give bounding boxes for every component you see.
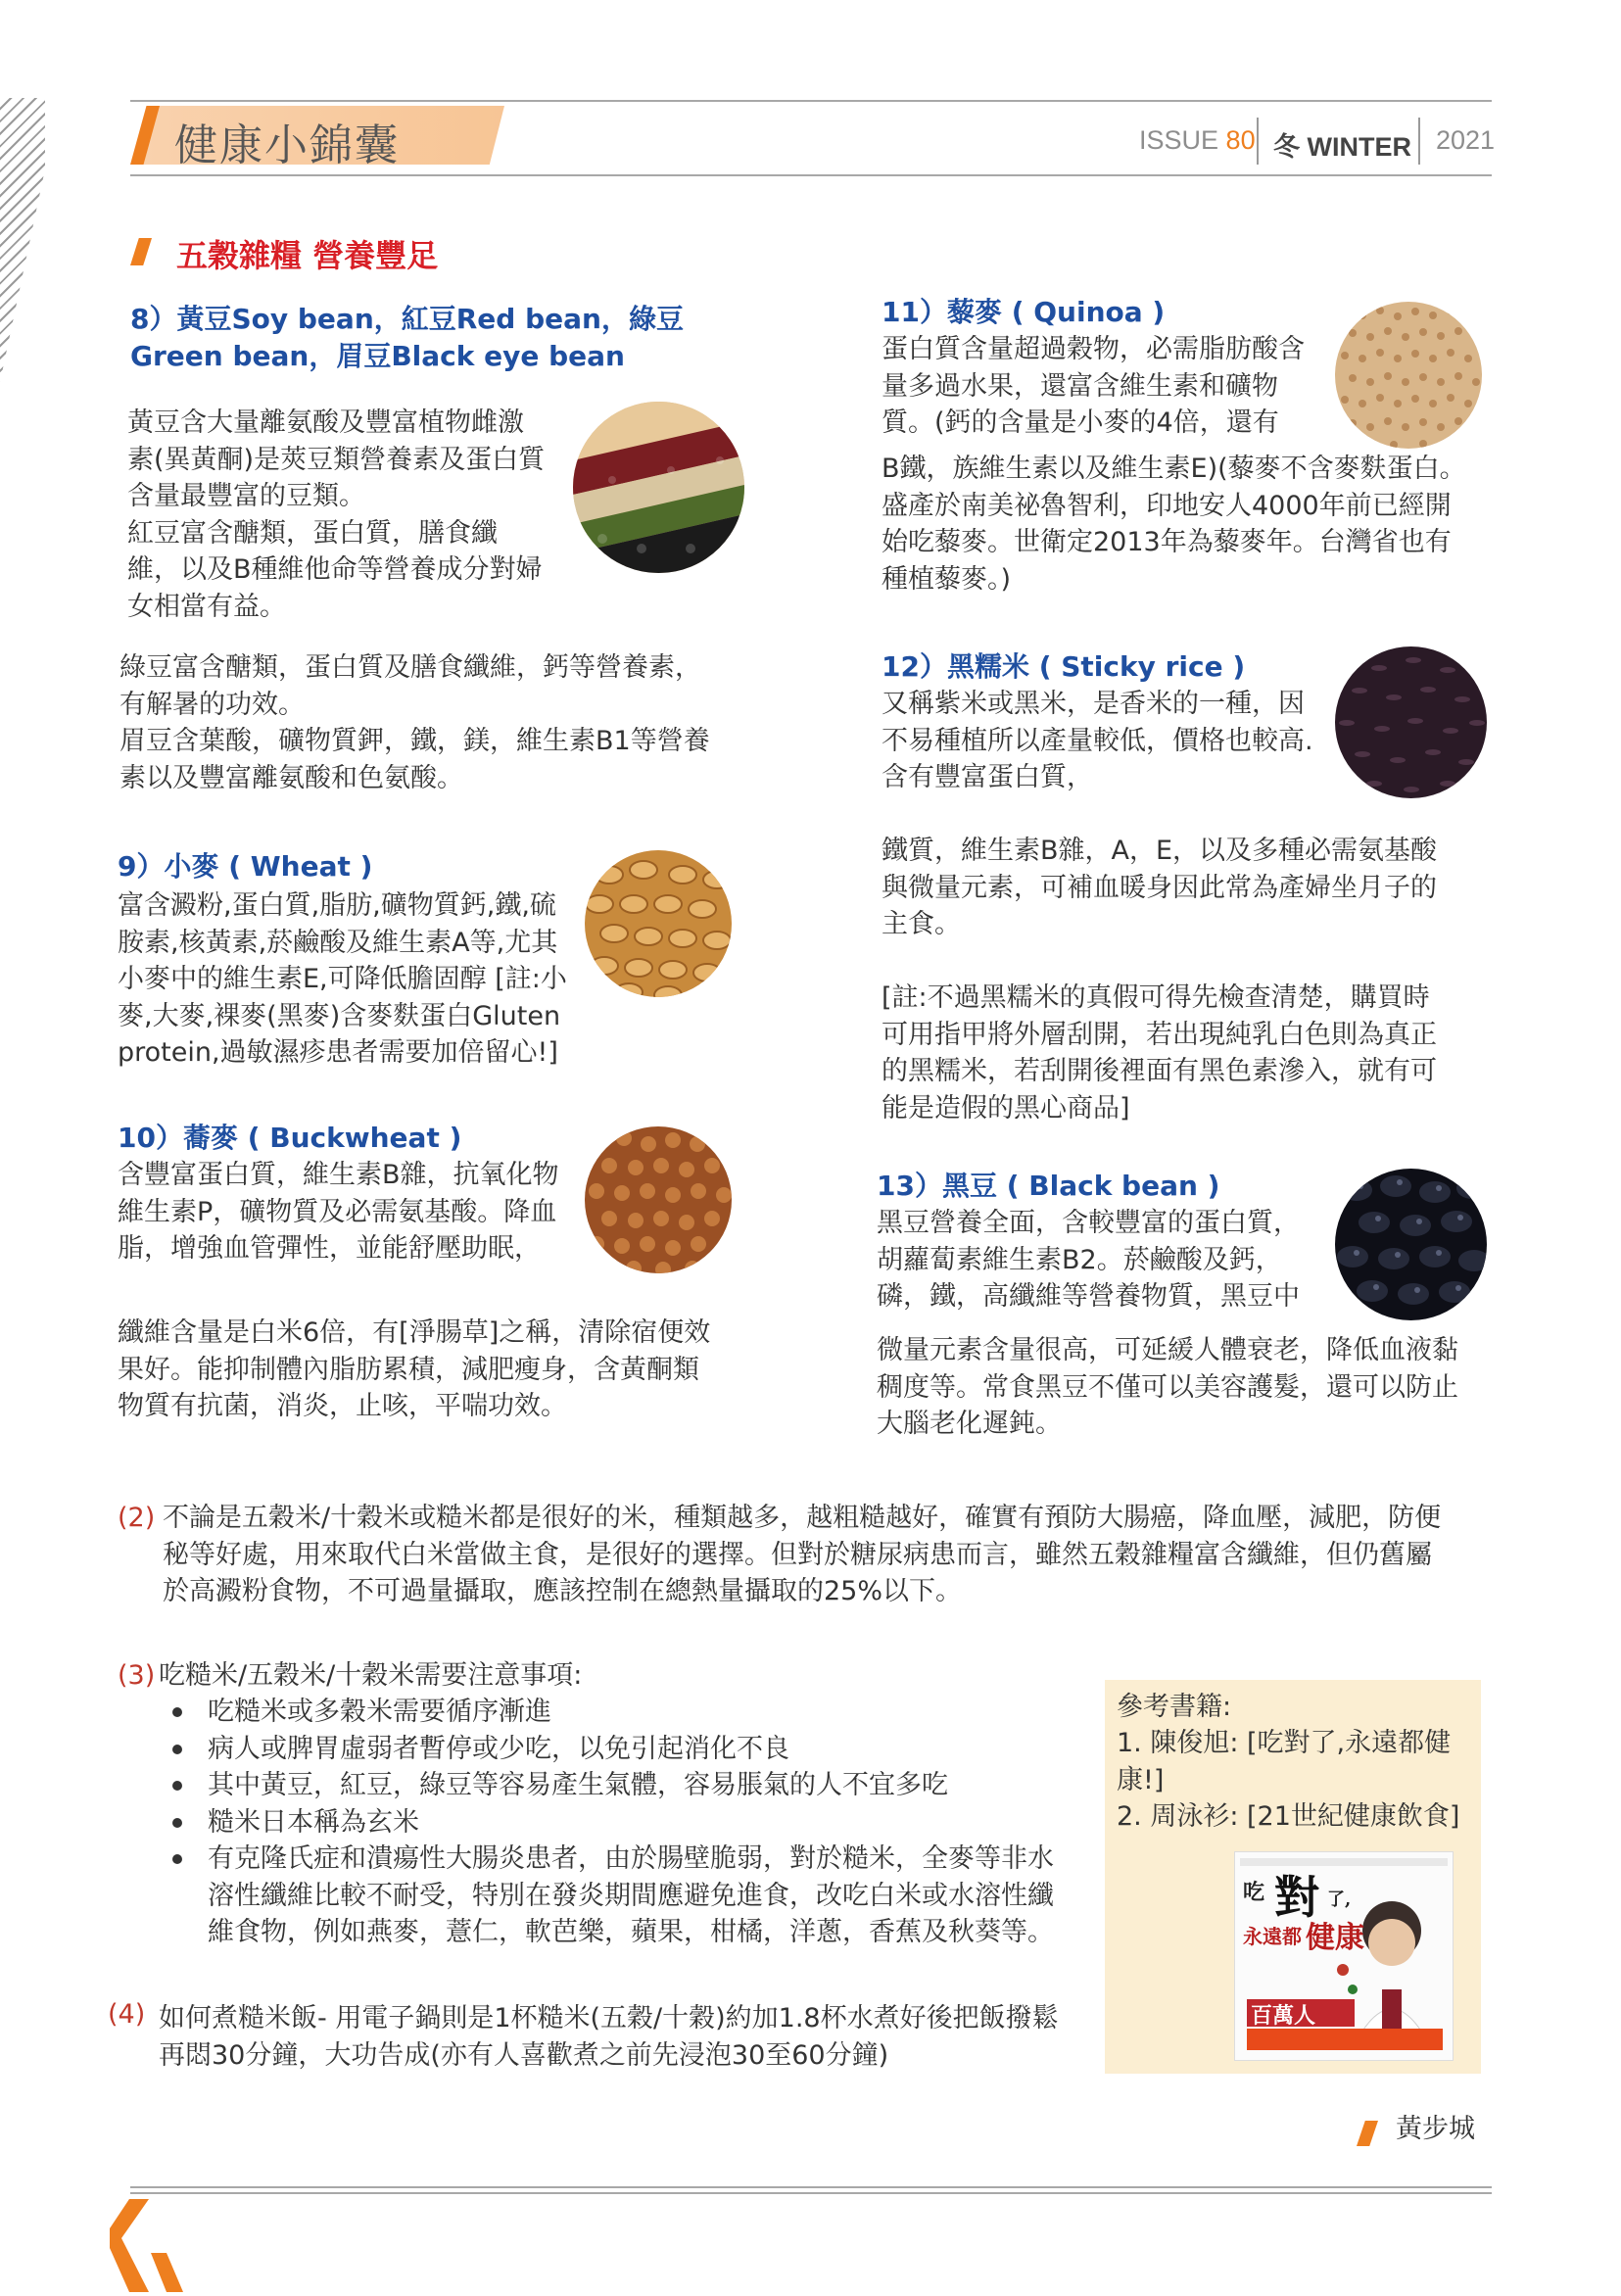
text-line: 稠度等。常食黑豆不僅可以美容護髮，還可以防止 (877, 1371, 1458, 1403)
text-line: 綠豆富含醣類，蛋白質及膳食纖維，鈣等營養素， (119, 652, 701, 683)
quinoa-illustration (1335, 302, 1482, 449)
text-line: 有解暑的功效。 (119, 689, 305, 720)
text-line: 紅豆富含醣類，蛋白質，膳食纖 (127, 517, 498, 549)
text-line: 磷，鐵，高纖維等營養物質，黑豆中 (877, 1281, 1300, 1312)
book-cover-image (1234, 1851, 1454, 2061)
issue-number: 80 (1225, 125, 1256, 155)
item-10-text-1 (118, 1157, 588, 1268)
black-rice-image (1335, 646, 1487, 798)
text-line: 素以及豐富離氨酸和色氨酸。 (119, 762, 463, 793)
text-line: 含豐富蛋白質，維生素B雜，抗氧化物 (118, 1160, 559, 1190)
text-line: B鐵，族維生素以及維生素E)(藜麥不含麥麩蛋白。 (882, 454, 1466, 484)
header-separator (1257, 118, 1259, 165)
text-line: 維，以及B種維他命等營養成分對婦 (127, 554, 543, 585)
list-item (167, 1841, 1107, 1951)
buckwheat-illustration (585, 1126, 732, 1273)
text-line: 胡蘿蔔素維生素B2。菸鹼酸及鈣， (877, 1244, 1282, 1275)
item-10-text-2 (118, 1315, 744, 1425)
page-title: 健康小錦囊 (174, 120, 400, 170)
header-bottom-rule (130, 174, 1492, 176)
reference-line: 2. 周泳衫: [21世紀健康飲食] (1117, 1801, 1460, 1832)
book-title-b: 對 (1274, 1871, 1319, 1924)
list-item: 糙米日本稱為玄米 (167, 1804, 1107, 1842)
item-12-heading: 12）黑糯米 ( Sticky rice ) (882, 650, 1246, 683)
text-line: 質。(鈣的含量是小麥的4倍，還有 (882, 407, 1279, 438)
text-line: 能是造假的黑心商品] (882, 1092, 1130, 1124)
text-line: 麥,大麥,裸麥(黑麥)含麥麩蛋白Gluten (118, 1000, 561, 1031)
text-line: 含量最豐富的豆類。 (127, 481, 365, 511)
item-8-text-2 (119, 649, 746, 796)
item-13-text-2 (877, 1332, 1494, 1443)
wheat-illustration (585, 850, 732, 997)
text-line: 微量元素含量很高，可延緩人體衰老，降低血液黏 (877, 1335, 1458, 1365)
item-9-text (118, 887, 588, 1072)
text-line: 有克隆氏症和潰瘍性大腸炎患者，由於腸壁脆弱，對於糙米，全麥等非水 (208, 1843, 1054, 1874)
season-label: 冬 WINTER (1273, 132, 1411, 162)
year-label: 2021 (1436, 125, 1496, 155)
header-separator (1418, 118, 1420, 165)
book-title-e: 健康 (1306, 1921, 1364, 1955)
item-11-heading: 11）藜麥 ( Quinoa ) (882, 296, 1166, 328)
book-title-c: 了, (1327, 1889, 1352, 1910)
text-line: 胺素,核黃素,菸鹼酸及維生素A等,尤其 (118, 927, 558, 958)
text-line: 小麥中的維生素E,可降低膽固醇 [註:小 (118, 964, 567, 994)
text-line: 始吃藜麥。世衛定2013年為藜麥年。台灣省也有 (882, 527, 1452, 557)
item-8-text-1 (127, 405, 578, 625)
text-line: 主食。 (882, 909, 961, 939)
reference-line: 康!] (1117, 1764, 1165, 1795)
note-3-title: 吃糙米/五穀米/十穀米需要注意事項: (159, 1660, 583, 1691)
decorative-hatch (0, 98, 45, 382)
text-line: 於高澱粉食物，不可過量攝取，應該控制在總熱量攝取的25%以下。 (163, 1576, 963, 1606)
item-13-heading: 13）黑豆 ( Black bean ) (877, 1170, 1220, 1202)
book-title-d: 永遠都 (1243, 1925, 1302, 1948)
text-line: 鐵質，維生素B雜，A，E，以及多種必需氨基酸 (882, 836, 1438, 866)
text-line: 盛產於南美祕魯智利，印地安人4000年前已經開 (882, 490, 1452, 521)
text-line: 富含澱粉,蛋白質,脂肪,礦物質鈣,鐵,硫 (118, 890, 556, 921)
text-line: 黃豆含大量離氨酸及豐富植物雌激 (127, 407, 524, 438)
issue-label (1139, 125, 1256, 156)
quinoa-image (1335, 302, 1482, 449)
section-title: 五穀雜糧 營養豐足 (176, 237, 439, 274)
text-line: 素(異黃酮)是莢豆類營養素及蛋白質 (127, 444, 546, 475)
text-line: 不易種植所以產量較低，價格也較高. (882, 725, 1313, 756)
text-line: 可用指甲將外層刮開，若出現純乳白色則為真正 (882, 1019, 1437, 1050)
text-line: 蛋白質含量超過穀物，必需脂肪酸含 (882, 334, 1305, 364)
page-number: 2 (140, 2212, 154, 2238)
references-title: 參考書籍: (1117, 1692, 1232, 1722)
item-8-heading (130, 301, 684, 375)
note-2-text (163, 1500, 1504, 1610)
text-line: 如何煮糙米飯- 用電子鍋則是1杯糙米(五穀/十穀)約加1.8杯水煮好後把飯撥鬆 (159, 2003, 1059, 2033)
text-line: 女相當有益。 (127, 591, 286, 622)
text-line: 物質有抗菌，消炎，止咳，平喘功效。 (118, 1391, 567, 1421)
item-12-note (882, 980, 1489, 1126)
black-bean-illustration (1335, 1169, 1487, 1320)
references-list (1117, 1725, 1474, 1836)
author-name: 黃步城 (1396, 2114, 1475, 2144)
text-line: 維生素P，礦物質及必需氨基酸。降血 (118, 1196, 557, 1227)
list-item: 其中黃豆，紅豆，綠豆等容易產生氣體，容易脹氣的人不宜多吃 (167, 1767, 1107, 1804)
text-line: protein,過敏濕疹患者需要加倍留心!] (118, 1037, 558, 1068)
item-11-text-1 (882, 331, 1342, 442)
text-line: 的黑糯米，若刮開後裡面有黑色素滲入，就有可 (882, 1056, 1437, 1086)
text-line: 維食物，例如燕麥，薏仁，軟芭樂，蘋果，柑橘，洋蔥，香蕉及秋葵等。 (208, 1917, 1054, 1947)
beans-image (573, 402, 744, 573)
book-banner: 百萬人 (1251, 2004, 1316, 2029)
note-4-number: (4) (108, 1999, 146, 2030)
text-line: [註:不過黑糯米的真假可得先檢查清楚，購買時 (882, 982, 1430, 1013)
text-line: 不論是五穀米/十穀米或糙米都是很好的米，種類越多，越粗糙越好，確實有預防大腸癌，降血壓，減肥，防便 (163, 1503, 1442, 1533)
text-line: 含有豐富蛋白質， (882, 762, 1093, 792)
item-8-heading-line: Green bean，眉豆Black eye bean (130, 340, 625, 372)
text-line: 大腦老化遲鈍。 (877, 1409, 1062, 1439)
text-line: 量多過水果，還富含維生素和礦物 (882, 370, 1278, 402)
beans-illustration (573, 402, 744, 573)
black-rice-illustration (1335, 646, 1487, 798)
note-3-number: (3) (118, 1660, 156, 1691)
list-item: 病人或脾胃虛弱者暫停或少吃，以免引起消化不良 (167, 1731, 1107, 1768)
author-marker (1357, 2121, 1378, 2146)
list-item: 吃糙米或多穀米需要循序漸進 (167, 1694, 1107, 1731)
text-line: 果好。能抑制體內脂肪累積，減肥瘦身，含黃酮類 (118, 1354, 699, 1385)
text-line: 溶性纖維比較不耐受，特別在發炎期間應避免進食，改吃白米或水溶性纖 (208, 1880, 1054, 1911)
section-marker (130, 238, 152, 265)
text-line: 秘等好處，用來取代白米當做主食，是很好的選擇。但對於糖尿病患而言，雖然五穀雜糧富含纖維，但仍舊屬 (163, 1539, 1432, 1570)
text-line: 與微量元素，可補血暖身因此常為產婦坐月子的 (882, 872, 1437, 903)
item-9-heading: 9）小麥 ( Wheat ) (118, 850, 373, 883)
item-8-heading-line: 8）黃豆Soy bean，紅豆Red bean，綠豆 (130, 303, 684, 335)
text-line: 種植藜麥。) (882, 563, 1012, 595)
text-line: 又稱紫米或黑米，是香米的一種，因 (882, 689, 1305, 719)
book-title-a: 吃 (1243, 1880, 1265, 1905)
text-line: 纖維含量是白米6倍，有[淨腸草]之稱，清除宿便效 (118, 1317, 711, 1348)
text-line: 黑豆營養全面，含較豐富的蛋白質， (877, 1208, 1300, 1238)
note-4-text (159, 2000, 1109, 2074)
footer-rule (130, 2186, 1492, 2188)
black-bean-image (1335, 1169, 1487, 1320)
note-3-bullet-list (167, 1694, 1107, 1951)
item-12-text-1 (882, 686, 1342, 796)
item-10-heading: 10）蕎麥 ( Buckwheat ) (118, 1122, 462, 1154)
footer-rule (130, 2192, 1492, 2194)
text-line: 眉豆含葉酸，礦物質鉀，鐵，鎂，維生素B1等營養 (119, 726, 710, 756)
item-12-text-2 (882, 833, 1489, 943)
note-2-number: (2) (118, 1503, 156, 1533)
item-13-text-1 (877, 1205, 1337, 1315)
text-line: 再悶30分鐘，大功告成(亦有人喜歡煮之前先浸泡30至60分鐘) (159, 2039, 889, 2071)
reference-line: 1. 陳俊旭: [吃對了,永遠都健 (1117, 1728, 1452, 1758)
text-line: 脂，增強血管彈性，並能舒壓助眠， (118, 1233, 541, 1264)
buckwheat-image (585, 1126, 732, 1273)
item-11-text-2 (882, 451, 1489, 598)
issue-text: ISSUE (1139, 125, 1219, 155)
wheat-image (585, 850, 732, 997)
header-top-rule (130, 100, 1492, 102)
